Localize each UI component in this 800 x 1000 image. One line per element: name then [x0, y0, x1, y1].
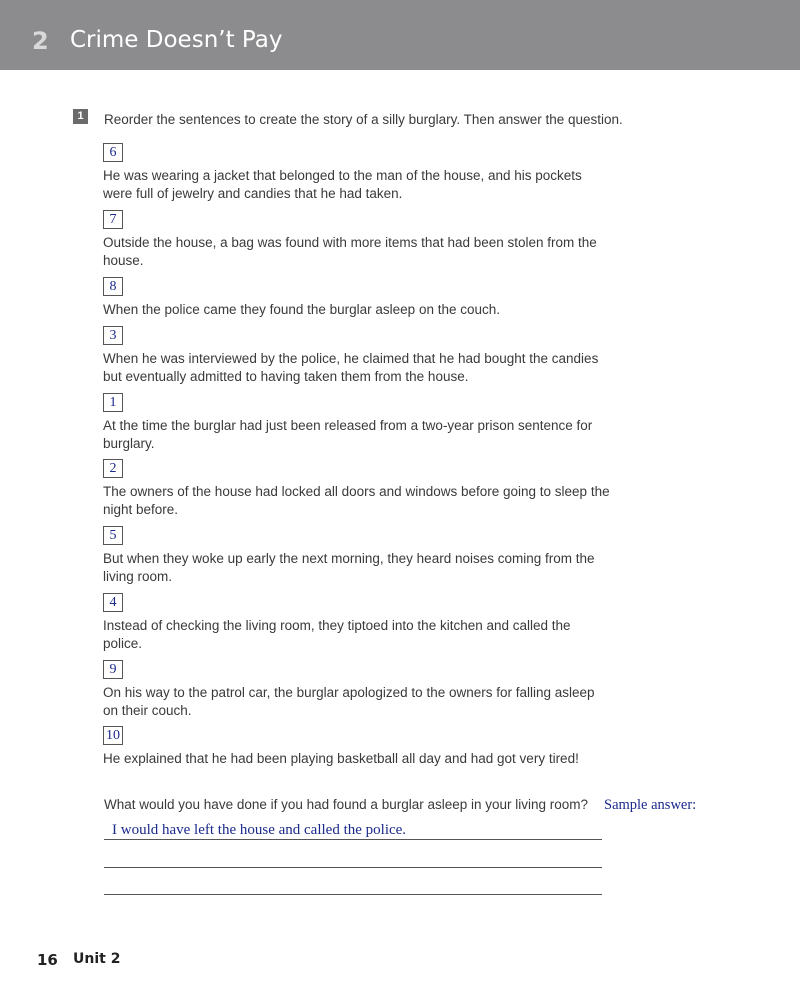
sentence-text: When he was interviewed by the police, he claimed that he had bought the candies but eventually admitted to having taken them from the house. — [103, 351, 599, 384]
unit-title: Crime Doesn’t Pay — [70, 27, 283, 53]
list-item — [103, 393, 613, 453]
sample-answer-label: Sample answer: — [604, 797, 697, 813]
answer-line — [104, 867, 602, 868]
list-item — [103, 593, 613, 653]
exercise-instruction: Reorder the sentences to create the story of a silly burglary. Then answer the question. — [104, 112, 623, 127]
answer-line — [104, 894, 602, 895]
order-number-box[interactable]: 2 — [103, 459, 123, 478]
sentence-text: Instead of checking the living room, they tiptoed into the kitchen and called the police. — [103, 618, 571, 651]
sentence-text: The owners of the house had locked all doors and windows before going to sleep the night before. — [103, 484, 610, 517]
sentence-text: When the police came they found the burglar asleep on the couch. — [103, 302, 501, 317]
order-number-box[interactable]: 4 — [103, 593, 123, 612]
sentence-text: Outside the house, a bag was found with more items that had been stolen from the house. — [103, 235, 597, 268]
list-item — [103, 459, 613, 519]
order-number-box[interactable]: 9 — [103, 660, 123, 679]
answer-line — [104, 839, 602, 840]
unit-header — [0, 0, 800, 70]
list-item — [103, 210, 613, 270]
sentence-text: But when they woke up early the next morning, they heard noises coming from the living room. — [103, 551, 595, 584]
list-item — [103, 326, 613, 386]
order-number-box[interactable]: 1 — [103, 393, 123, 412]
order-number-box[interactable]: 8 — [103, 277, 123, 296]
footer-unit-label: Unit 2 — [73, 951, 121, 967]
exercise-number-badge: 1 — [73, 109, 88, 124]
list-item — [103, 277, 613, 319]
list-item — [103, 143, 613, 203]
order-number-box[interactable]: 7 — [103, 210, 123, 229]
unit-number: 2 — [32, 27, 49, 55]
order-number-box[interactable]: 10 — [103, 726, 123, 745]
sentence-text: He explained that he had been playing basketball all day and had got very tired! — [103, 751, 579, 766]
sentence-text: At the time the burglar had just been released from a two-year prison sentence for burglary. — [103, 418, 593, 451]
list-item — [103, 526, 613, 586]
sentence-text: On his way to the patrol car, the burglar apologized to the owners for falling asleep on their couch. — [103, 685, 595, 718]
order-number-box[interactable]: 5 — [103, 526, 123, 545]
discussion-question: What would you have done if you had found a burglar asleep in your living room? — [104, 797, 589, 812]
order-number-box[interactable]: 3 — [103, 326, 123, 345]
page-number: 16 — [37, 951, 58, 969]
list-item — [103, 660, 613, 720]
answer-text[interactable]: I would have left the house and called the police. — [112, 822, 407, 838]
list-item — [103, 726, 613, 768]
order-number-box[interactable]: 6 — [103, 143, 123, 162]
sentence-text: He was wearing a jacket that belonged to the man of the house, and his pockets were full of jewelry and candies that he had taken. — [103, 168, 582, 201]
